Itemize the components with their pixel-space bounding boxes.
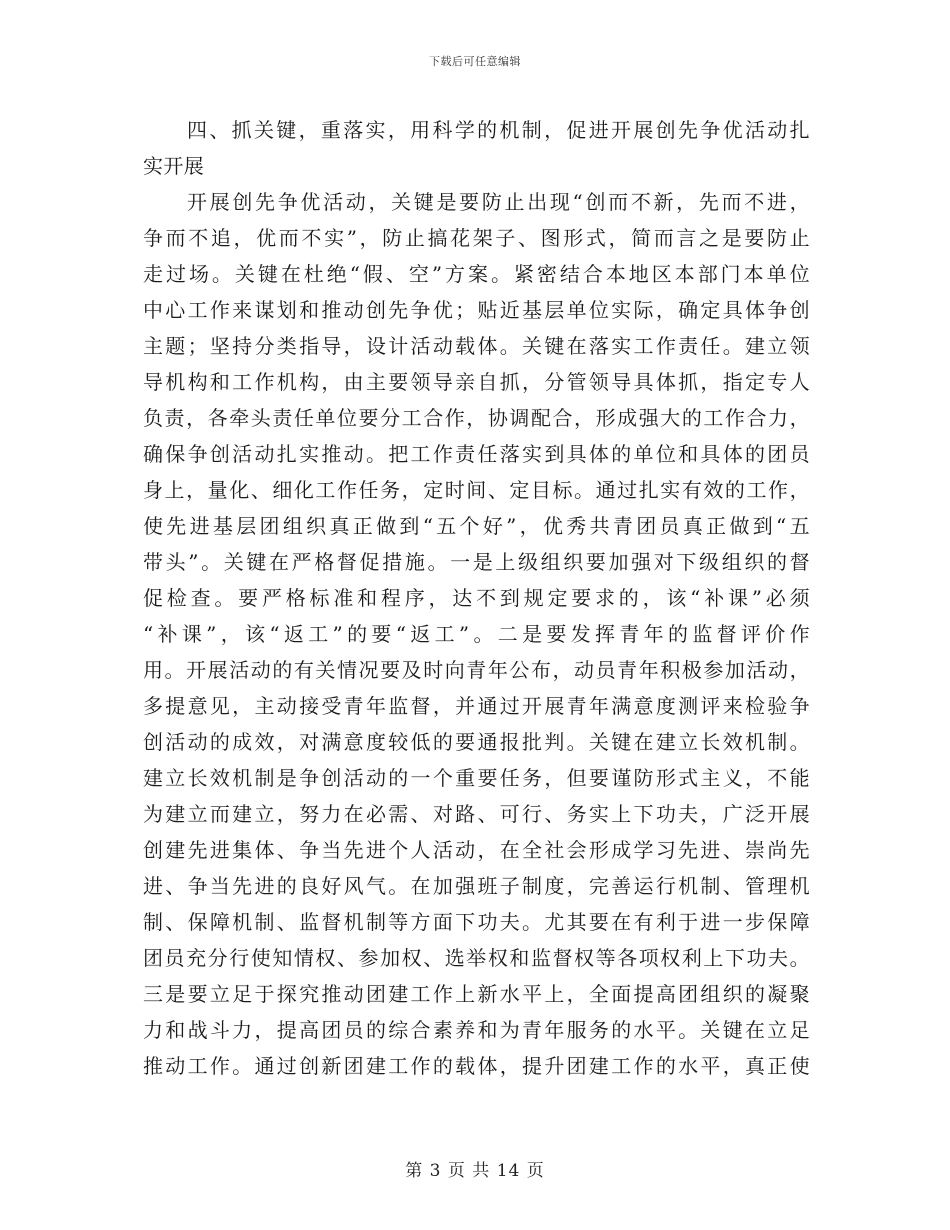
paragraph-line: 创建先进集体、争当先进个人活动，在全社会形成学习先进、崇尚先 — [143, 838, 810, 862]
paragraph-line: 争而不追，优而不实”，防止搞花架子、图形式，简而言之是要防止 — [143, 226, 810, 250]
paragraph-line: 进、争当先进的良好风气。在加强班子制度，完善运行机制、管理机 — [143, 874, 810, 898]
paragraph-line: 身上，量化、细化工作任务，定时间、定目标。通过扎实有效的工作， — [143, 478, 810, 502]
section-heading-line-2: 实开展 — [143, 154, 205, 178]
paragraph-line: 走过场。关键在杜绝“假、空”方案。紧密结合本地区本部门本单位 — [143, 262, 810, 286]
paragraph-line: 开展创先争优活动，关键是要防止出现“创而不新，先而不进， — [187, 190, 810, 214]
paragraph-line: 多提意见，主动接受青年监督，并通过开展青年满意度测评来检验争 — [143, 694, 810, 718]
section-heading-line-1: 四、抓关键，重落实，用科学的机制，促进开展创先争优活动扎 — [187, 118, 810, 142]
paragraph-line: “补课”，该“返工”的要“返工”。二是要发挥青年的监督评价作 — [143, 622, 810, 646]
paragraph-line: 中心工作来谋划和推动创先争优；贴近基层单位实际，确定具体争创 — [143, 298, 810, 322]
paragraph-line: 导机构和工作机构，由主要领导亲自抓，分管领导具体抓，指定专人 — [143, 370, 810, 394]
paragraph-line: 促检查。要严格标准和程序，达不到规定要求的，该“补课”必须 — [143, 586, 810, 610]
header-note: 下载后可任意编辑 — [429, 55, 521, 68]
paragraph-line: 负责，各牵头责任单位要分工合作，协调配合，形成强大的工作合力， — [143, 406, 810, 430]
paragraph-line: 使先进基层团组织真正做到“五个好”，优秀共青团员真正做到“五 — [143, 514, 810, 538]
paragraph-line: 用。开展活动的有关情况要及时向青年公布，动员青年积极参加活动， — [143, 658, 810, 682]
paragraph-line: 制、保障机制、监督机制等方面下功夫。尤其要在有利于进一步保障 — [143, 910, 810, 934]
paragraph-line: 为建立而建立，努力在必需、对路、可行、务实上下功夫，广泛开展 — [143, 802, 810, 826]
paragraph-line: 推动工作。通过创新团建工作的载体，提升团建工作的水平，真正使 — [143, 1054, 810, 1078]
paragraph-line: 建立长效机制是争创活动的一个重要任务，但要谨防形式主义，不能 — [143, 766, 810, 790]
page-number-footer: 第 3 页 共 14 页 — [405, 1161, 545, 1181]
paragraph-line: 三是要立足于探究推动团建工作上新水平上，全面提高团组织的凝聚 — [143, 982, 810, 1006]
body-text — [143, 112, 810, 1084]
paragraph-line: 力和战斗力，提高团员的综合素养和为青年服务的水平。关键在立足 — [143, 1018, 810, 1042]
paragraph-line: 带头”。关键在严格督促措施。一是上级组织要加强对下级组织的督 — [143, 550, 810, 574]
paragraph-line: 主题；坚持分类指导，设计活动载体。关键在落实工作责任。建立领 — [143, 334, 810, 358]
paragraph-line: 确保争创活动扎实推动。把工作责任落实到具体的单位和具体的团员 — [143, 442, 810, 466]
paragraph-line: 团员充分行使知情权、参加权、选举权和监督权等各项权利上下功夫。 — [143, 946, 810, 970]
paragraph-line: 创活动的成效，对满意度较低的要通报批判。关键在建立长效机制。 — [143, 730, 810, 754]
